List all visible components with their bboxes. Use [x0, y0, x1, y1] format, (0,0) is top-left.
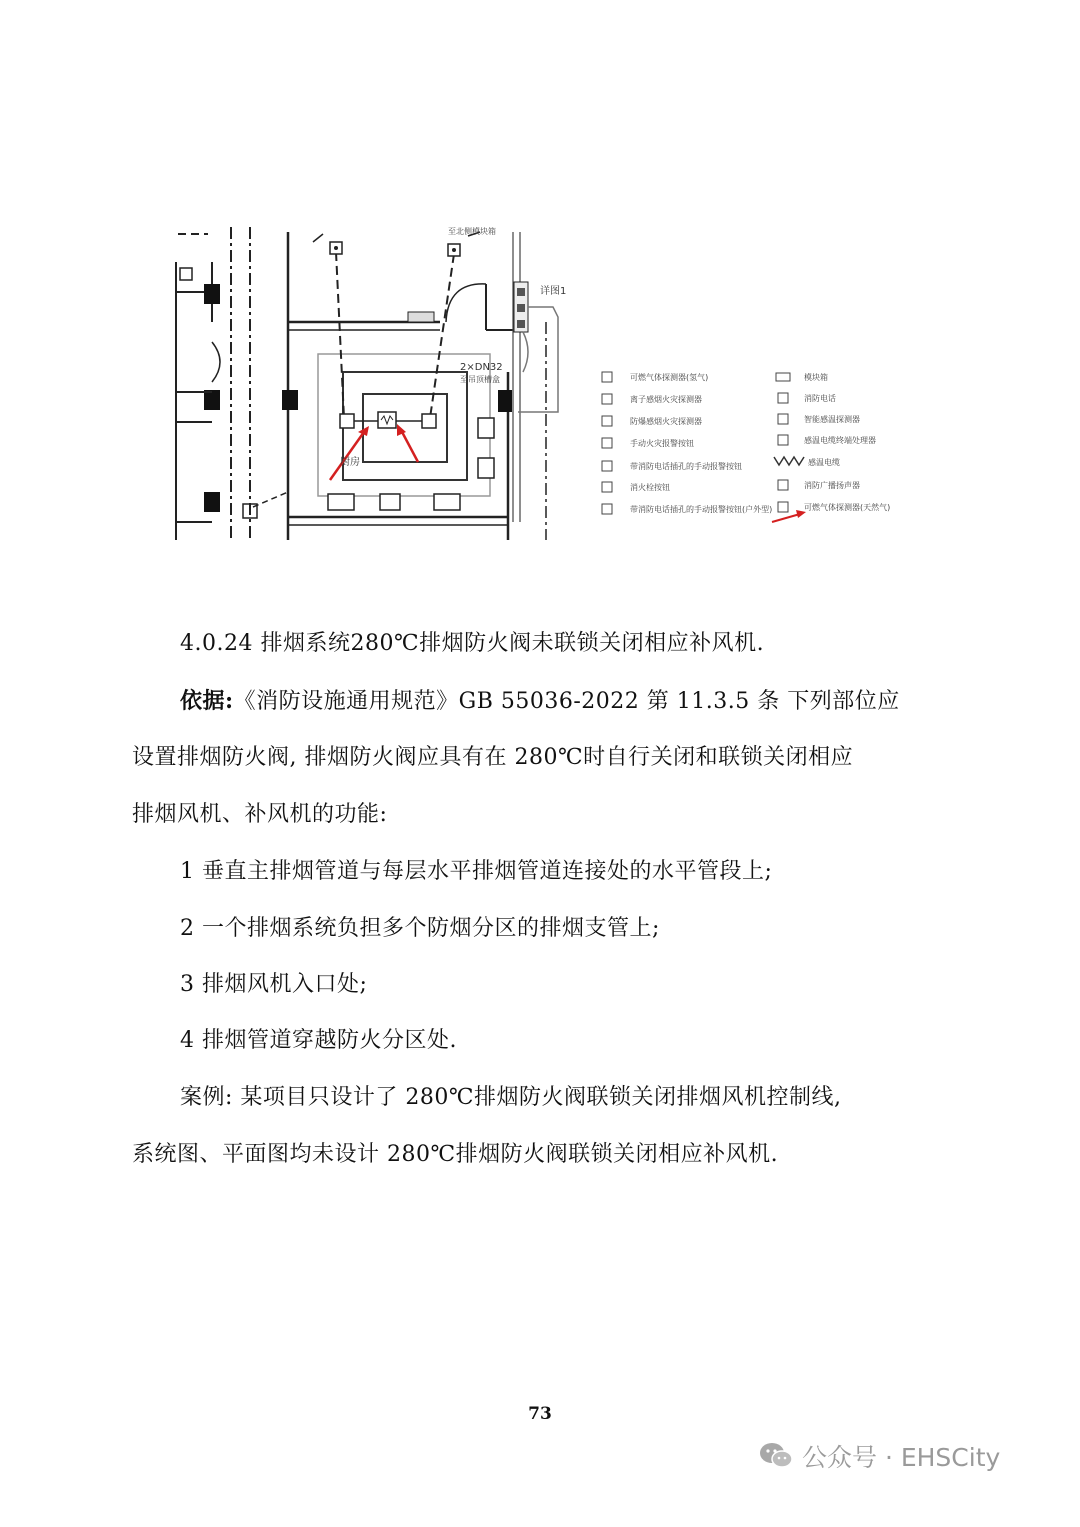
legend-left-item: 手动火灾报警按钮 [630, 439, 694, 448]
legend-left-item: 带消防电话插孔的手动报警按钮(户外型) [630, 505, 773, 514]
legend-right [772, 372, 890, 522]
basis-line [180, 686, 900, 717]
list-item: 4 排烟管道穿越防火分区处. [180, 1028, 457, 1053]
list-item: 2 一个排烟系统负担多个防烟分区的排烟支管上; [180, 916, 660, 941]
floor-plan-figure [168, 222, 908, 540]
case-line: 案例: 某项目只设计了 280℃排烟防火阀联锁关闭排烟风机控制线, [180, 1085, 842, 1110]
legend-left-item: 可燃气体探测器(氢气) [630, 373, 709, 382]
room-label: 厨房 [340, 457, 360, 468]
case-line: 系统图、平面图均未设计 280℃排烟防火阀联锁关闭相应补风机. [132, 1142, 779, 1167]
legend-right-item: 感温电缆 [808, 458, 840, 467]
legend-left-item: 防爆感烟火灾探测器 [630, 417, 702, 426]
list-item: 1 垂直主排烟管道与每层水平排烟管道连接处的水平管段上; [180, 859, 773, 884]
legend-right-item: 感温电缆终端处理器 [804, 436, 876, 445]
legend-right-item: 智能感温探测器 [804, 415, 860, 424]
watermark [758, 1436, 1000, 1476]
basis-label: 依据: [180, 688, 234, 714]
page-number: 73 [528, 1404, 552, 1424]
detail-ref: 详图1 [540, 286, 567, 297]
legend-right-item: 消防广播扬声器 [804, 481, 860, 490]
pipe-sub: 至吊顶槽盒 [460, 375, 500, 384]
legend-left [602, 372, 772, 514]
wechat-icon [758, 1441, 794, 1471]
watermark-text: 公众号 · EHSCity [802, 1443, 1001, 1472]
list-item: 3 排烟风机入口处; [180, 972, 368, 997]
legend-right-item: 消防电话 [804, 394, 836, 403]
body-line: 排烟风机、补风机的功能: [132, 802, 388, 827]
note-top: 至北侧模块箱 [448, 227, 496, 236]
legend-left-item: 带消防电话插孔的手动报警按钮 [630, 462, 742, 471]
body-line: 设置排烟防火阀, 排烟防火阀应具有在 280℃时自行关闭和联锁关闭相应 [132, 745, 854, 770]
legend-right-item: 模块箱 [804, 373, 828, 382]
clause-title: 4.0.24 排烟系统280℃排烟防火阀未联锁关闭相应补风机. [180, 631, 765, 656]
pipe-label: 2×DN32 [460, 362, 503, 373]
legend-left-item: 离子感烟火灾探测器 [630, 395, 702, 404]
legend-right-item: 可燃气体探测器(天然气) [804, 503, 891, 512]
legend-left-item: 消火栓按钮 [630, 483, 670, 492]
basis-text: 《消防设施通用规范》GB 55036-2022 第 11.3.5 条 下列部位应 [233, 689, 900, 714]
